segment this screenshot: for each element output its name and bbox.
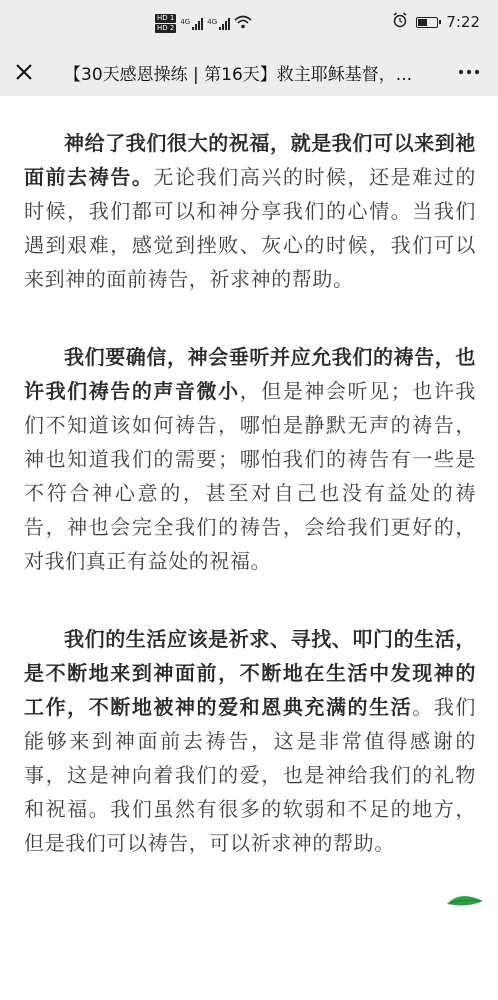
paragraph-3-bold: 我们的生活应该是祈求、寻找、叩门的生活，是不断地来到神面前，不断地在生活中发现神的工作，不断地被神的爱和恩典充满的生活 [24,627,476,719]
paragraph-1-text: 无论我们高兴的时候，还是难过的时候，我们都可以和神分享我们的心情。当我们遇到艰难，感觉到挫败、灰心的时候，我们可以来到神的面前祷告，祈求神的帮助。 [24,165,476,291]
paragraph-3 [24,622,476,860]
title-bar [0,48,498,96]
paragraph-2-bold: 我们要确信，神会垂听并应允我们的祷告，也许我们祷告的声音微小 [24,345,476,403]
article-body [24,126,476,904]
status-bar [0,0,498,48]
close-icon [15,63,33,81]
sim1-badge: HD 1 [157,14,175,22]
paragraph-2-text: ，但是神会听见；也许我们不知道该如何祷告，哪怕是静默无声的祷告，神也知道我们的需要；哪怕我们的祷告有一些是不符合神心意的，甚至对自己也没有益处的祷告，神也会完全我们的祷告，会给我们更好的，对我们真正有益处的祝福。 [24,379,476,573]
sim2-badge: HD 2 [157,24,175,32]
paragraph-1 [24,126,476,296]
network-type-1: 4G [180,17,191,26]
network-type-2: 4G [207,17,218,26]
signal-strength-2-icon [207,18,230,30]
paragraph-2 [24,340,476,578]
paragraph-3-text: 。我们能够来到神面前去祷告，这是非常值得感谢的事，这是神向着我们的爱，也是神给我们的礼物和祝福。我们虽然有很多的软弱和不足的地方，但是我们可以祷告，可以祈求神的帮助。 [24,695,476,855]
signal-strength-1-icon [180,18,203,30]
alarm-icon [392,12,408,32]
more-options-button[interactable] [452,58,486,86]
wifi-icon [234,14,252,33]
clock: 7:22 [446,13,480,31]
signal-indicators [155,14,252,33]
page-title: 【30天感恩操练 | 第16天】救主耶稣基督，... [64,65,413,85]
close-button[interactable] [10,58,38,86]
more-icon [459,70,463,74]
battery-icon [416,17,438,28]
paragraph-1-bold: 神给了我们很大的祝福，就是我们可以来到祂面前去祷告。 [24,131,476,189]
leaf-icon [446,892,484,914]
